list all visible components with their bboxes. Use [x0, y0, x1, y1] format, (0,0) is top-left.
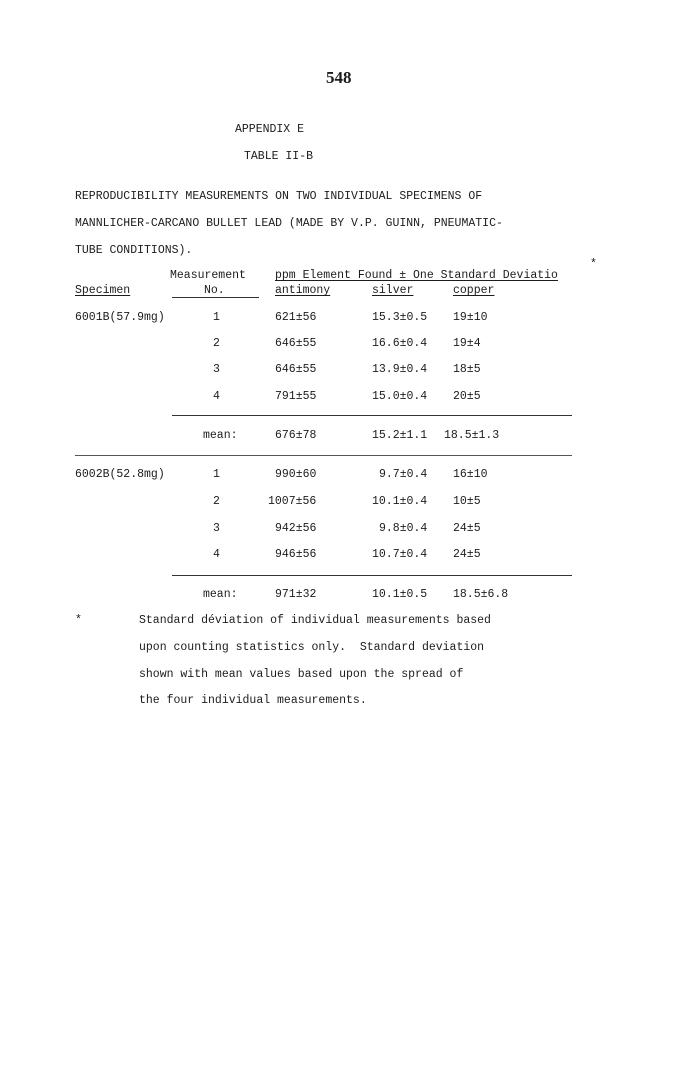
silver-value: 10.7±0.4 [372, 548, 428, 561]
antimony-value: 621±56 [275, 311, 317, 324]
specimen-label: 6001B(57.9mg) [75, 311, 165, 324]
copper-value: 24±5 [453, 548, 481, 561]
footnote-line: upon counting statistics only. Standard deviation [139, 641, 485, 654]
antimony-value: 646±55 [275, 337, 317, 350]
silver-header: silver [372, 284, 414, 297]
silver-value: 15.0±0.4 [372, 390, 428, 403]
element-group-header: ppm Element Found ± One Standard Deviatio [275, 269, 558, 282]
footnote-line: the four individual measurements. [139, 694, 367, 707]
copper-value: 16±10 [453, 468, 488, 481]
measurement-no: 3 [213, 522, 220, 535]
page-number: 548 [326, 68, 352, 87]
copper-value: 19±10 [453, 311, 488, 324]
antimony-mean: 676±78 [275, 429, 317, 442]
appendix-heading: APPENDIX E [235, 123, 305, 136]
footnote-marker: * [75, 614, 82, 627]
footnote-line: shown with mean values based upon the spread of [139, 668, 464, 681]
mean-divider [172, 575, 572, 576]
copper-mean: 18.5±1.3 [444, 429, 500, 442]
table-title: TABLE II-B [244, 150, 314, 163]
silver-mean: 15.2±1.1 [372, 429, 428, 442]
silver-value: 16.6±0.4 [372, 337, 428, 350]
caption-line-2: MANNLICHER-CARCANO BULLET LEAD (MADE BY V.P. GUINN, PNEUMATIC- [75, 217, 503, 230]
antimony-value: 791±55 [275, 390, 317, 403]
antimony-mean: 971±32 [275, 588, 317, 601]
antimony-value: 990±60 [275, 468, 317, 481]
silver-value: 9.8±0.4 [379, 522, 428, 535]
mean-label: mean: [203, 588, 238, 601]
copper-value: 18±5 [453, 363, 481, 376]
caption-line-1: REPRODUCIBILITY MEASUREMENTS ON TWO INDIVIDUAL SPECIMENS OF [75, 190, 483, 203]
measurement-no: 2 [213, 495, 220, 508]
no-header: No. [204, 284, 225, 297]
measurement-header: Measurement [170, 269, 246, 282]
copper-mean: 18.5±6.8 [453, 588, 509, 601]
specimen-label: 6002B(52.8mg) [75, 468, 165, 481]
measurement-no: 4 [213, 390, 220, 403]
silver-value: 13.9±0.4 [372, 363, 428, 376]
copper-header: copper [453, 284, 495, 297]
deviation-footnote-marker: * [590, 258, 597, 271]
mean-label: mean: [203, 429, 238, 442]
silver-value: 9.7±0.4 [379, 468, 428, 481]
copper-value: 19±4 [453, 337, 481, 350]
antimony-header: antimony [275, 284, 331, 297]
group-divider [75, 455, 572, 456]
measurement-no: 4 [213, 548, 220, 561]
copper-value: 10±5 [453, 495, 481, 508]
silver-value: 10.1±0.4 [372, 495, 428, 508]
copper-value: 20±5 [453, 390, 481, 403]
silver-value: 15.3±0.5 [372, 311, 428, 324]
footnote-line: Standard déviation of individual measurements based [139, 614, 491, 627]
caption-line-3: TUBE CONDITIONS). [75, 244, 193, 257]
measurement-no: 1 [213, 311, 220, 324]
antimony-value: 942±56 [275, 522, 317, 535]
copper-value: 24±5 [453, 522, 481, 535]
silver-mean: 10.1±0.5 [372, 588, 428, 601]
antimony-value: 946±56 [275, 548, 317, 561]
measurement-no: 2 [213, 337, 220, 350]
measurement-no: 3 [213, 363, 220, 376]
antimony-value: 1007±56 [268, 495, 317, 508]
mean-divider [172, 415, 572, 416]
measurement-no: 1 [213, 468, 220, 481]
specimen-header: Specimen [75, 284, 131, 297]
antimony-value: 646±55 [275, 363, 317, 376]
